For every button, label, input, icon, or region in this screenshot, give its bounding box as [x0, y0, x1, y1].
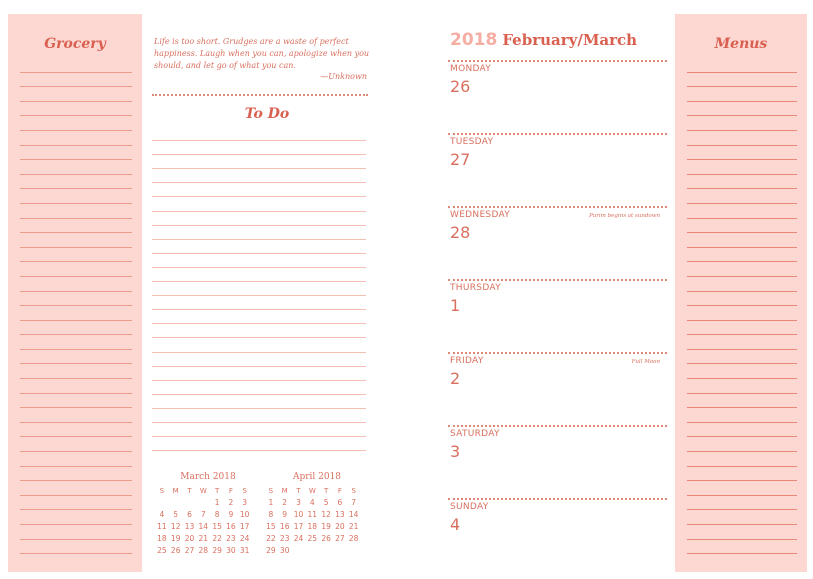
writing-line[interactable] [687, 233, 797, 248]
writing-line[interactable] [687, 73, 797, 88]
mini-calendar-date: 12 [321, 510, 331, 519]
mini-calendar-grid [155, 485, 255, 557]
writing-line[interactable] [20, 394, 132, 409]
mini-calendar-grid [264, 485, 364, 557]
writing-line[interactable] [20, 233, 132, 248]
writing-line[interactable] [687, 321, 797, 336]
writing-line[interactable] [20, 87, 132, 102]
writing-line[interactable] [20, 452, 132, 467]
mini-calendar-date: 1 [214, 498, 220, 507]
day-number: 1 [450, 296, 461, 315]
mini-calendar-date: 19 [170, 534, 181, 543]
menus-lines [687, 58, 797, 554]
mini-calendar-weekday: M [281, 487, 288, 495]
mini-calendar-date: 18 [157, 534, 167, 543]
day-number: 26 [450, 77, 471, 96]
writing-line[interactable] [20, 510, 132, 525]
mini-calendar-date: 11 [307, 510, 318, 519]
mini-calendar-title: March 2018 [180, 472, 236, 482]
writing-line[interactable] [152, 367, 366, 381]
writing-line[interactable] [152, 437, 366, 451]
mini-calendar-date: 9 [228, 510, 234, 519]
mini-calendar-week [264, 509, 364, 521]
writing-line[interactable] [20, 306, 132, 321]
mini-calendar-week [155, 533, 255, 545]
writing-line[interactable] [687, 510, 797, 525]
writing-line[interactable] [687, 87, 797, 102]
mini-calendar-weekday: F [228, 487, 233, 495]
mini-calendar-date [305, 545, 319, 557]
quote-divider [152, 94, 368, 96]
writing-line[interactable] [152, 296, 366, 310]
writing-line[interactable] [687, 540, 797, 555]
mini-calendar-date: 23 [226, 534, 236, 543]
mini-calendar-date: 8 [268, 510, 274, 519]
day-block[interactable] [448, 133, 667, 206]
mini-calendar-date [292, 545, 306, 557]
quote-text: Life is too short. Grudges are a waste of perfect happiness. Laugh when you can, apologize when you should, and let go of what you can. [154, 37, 370, 70]
mini-calendar-date: 22 [266, 534, 276, 543]
writing-line[interactable] [20, 467, 132, 482]
writing-line[interactable] [152, 381, 366, 395]
writing-line[interactable] [20, 540, 132, 555]
mini-calendar-weekday: W [199, 487, 207, 495]
mini-calendar-date: 5 [323, 498, 329, 507]
mini-calendar-date: 5 [173, 510, 179, 519]
writing-line[interactable] [152, 395, 366, 409]
day-name: TUESDAY [450, 137, 494, 147]
writing-line[interactable] [152, 226, 366, 240]
writing-line[interactable] [152, 127, 366, 141]
writing-line[interactable] [20, 277, 132, 292]
mini-calendar-week [264, 533, 364, 545]
writing-line[interactable] [152, 183, 366, 197]
mini-calendar-date: 16 [226, 522, 236, 531]
day-name: MONDAY [450, 64, 492, 74]
day-block[interactable] [448, 206, 667, 279]
mini-calendar-date: 26 [170, 546, 181, 555]
mini-calendar-date: 20 [184, 534, 195, 543]
mini-calendar-week [155, 545, 255, 557]
mini-calendar-week [264, 497, 364, 509]
mini-calendar-date: 14 [348, 510, 359, 519]
mini-calendar-weekday: S [159, 487, 165, 495]
mini-calendar-week [264, 521, 364, 533]
mini-calendar-date: 21 [198, 534, 209, 543]
writing-line[interactable] [20, 481, 132, 496]
writing-line[interactable] [687, 219, 797, 234]
mini-calendar-date: 4 [159, 510, 165, 519]
mini-calendar-date [333, 545, 347, 557]
writing-line[interactable] [20, 204, 132, 219]
writing-line[interactable] [152, 409, 366, 423]
mini-calendar-date: 9 [282, 510, 288, 519]
mini-calendar-date: 16 [279, 522, 290, 531]
mini-calendar-date [196, 497, 210, 509]
writing-line[interactable] [20, 335, 132, 350]
week-year: 2018 [450, 30, 498, 50]
writing-line[interactable] [20, 364, 132, 379]
mini-calendar-date: 10 [239, 510, 250, 519]
writing-line[interactable] [152, 240, 366, 254]
mini-calendar-date: 13 [184, 522, 195, 531]
writing-line[interactable] [20, 175, 132, 190]
mini-calendar-weekday: T [296, 487, 301, 495]
writing-line[interactable] [687, 292, 797, 307]
writing-line[interactable] [687, 525, 797, 540]
mini-calendar-date: 24 [239, 534, 250, 543]
writing-line[interactable] [20, 525, 132, 540]
mini-calendar-date: 6 [187, 510, 192, 519]
writing-line[interactable] [20, 408, 132, 423]
mini-calendar-date: 24 [293, 534, 304, 543]
writing-line[interactable] [20, 292, 132, 307]
writing-line[interactable] [20, 350, 132, 365]
day-block[interactable] [448, 498, 667, 571]
writing-line[interactable] [20, 437, 132, 452]
writing-line[interactable] [687, 204, 797, 219]
mini-calendar-date: 2 [282, 498, 288, 507]
writing-line[interactable] [152, 268, 366, 282]
mini-calendar-weekday: F [337, 487, 342, 495]
mini-calendar-weekday: S [242, 487, 247, 495]
mini-calendar-date: 31 [239, 546, 250, 555]
day-block[interactable] [448, 352, 667, 425]
mini-calendar-date: 27 [335, 534, 345, 543]
writing-line[interactable] [687, 423, 797, 438]
grocery-lines [20, 58, 132, 554]
writing-line[interactable] [687, 248, 797, 263]
writing-line[interactable] [152, 254, 366, 268]
writing-line[interactable] [687, 467, 797, 482]
day-number: 3 [450, 442, 461, 461]
mini-calendar-date: 11 [157, 522, 167, 531]
writing-line[interactable] [687, 379, 797, 394]
writing-line[interactable] [20, 73, 132, 88]
writing-line[interactable] [152, 353, 366, 367]
writing-line[interactable] [687, 160, 797, 175]
day-name: SATURDAY [450, 429, 500, 439]
left-page [142, 14, 382, 572]
mini-calendar-weekday: M [172, 487, 179, 495]
mini-calendar-date: 28 [348, 534, 359, 543]
menus-title: Menus [714, 36, 768, 52]
mini-calendar-date: 30 [226, 546, 236, 555]
writing-line[interactable] [152, 423, 366, 437]
mini-calendar-weekday: S [268, 487, 274, 495]
mini-calendar-week [155, 509, 255, 521]
mini-calendar-week [155, 521, 255, 533]
writing-line[interactable] [20, 496, 132, 511]
mini-calendar-date: 29 [212, 546, 222, 555]
writing-line[interactable] [20, 160, 132, 175]
mini-calendar-weekday-row [155, 485, 255, 497]
mini-calendar-date: 25 [307, 534, 318, 543]
day-block[interactable] [448, 425, 667, 498]
mini-calendar-date: 27 [184, 546, 195, 555]
writing-line[interactable] [687, 394, 797, 409]
mini-calendar-date: 25 [157, 546, 167, 555]
writing-line[interactable] [687, 306, 797, 321]
writing-line[interactable] [687, 58, 797, 73]
grocery-panel [8, 14, 142, 572]
mini-calendar-date: 15 [212, 522, 222, 531]
writing-line[interactable] [20, 131, 132, 146]
mini-calendar-weekday: T [214, 487, 220, 495]
mini-calendar-april [264, 472, 364, 557]
mini-calendar-date: 21 [348, 522, 359, 531]
mini-calendar-date: 18 [307, 522, 318, 531]
quote-author: —Unknown [320, 72, 367, 81]
mini-calendar-date: 7 [351, 498, 357, 507]
mini-calendar-date: 8 [214, 510, 220, 519]
writing-line[interactable] [687, 481, 797, 496]
writing-line[interactable] [687, 262, 797, 277]
mini-calendar-date: 30 [279, 546, 290, 555]
mini-calendar-date: 7 [200, 510, 206, 519]
mini-calendar-date: 3 [296, 498, 301, 507]
mini-calendar-date: 15 [266, 522, 276, 531]
writing-line[interactable] [687, 116, 797, 131]
week-months: February/March [502, 31, 638, 49]
mini-calendar-date [319, 545, 333, 557]
writing-line[interactable] [20, 58, 132, 73]
todo-title: To Do [244, 106, 290, 122]
writing-line[interactable] [20, 248, 132, 263]
mini-calendar-date: 14 [198, 522, 209, 531]
week-header [450, 30, 637, 50]
mini-calendar-date: 13 [335, 510, 345, 519]
writing-line[interactable] [20, 423, 132, 438]
mini-calendar-weekday: T [323, 487, 329, 495]
writing-line[interactable] [152, 338, 366, 352]
writing-line[interactable] [152, 141, 366, 155]
writing-line[interactable] [20, 379, 132, 394]
writing-line[interactable] [20, 262, 132, 277]
writing-line[interactable] [687, 189, 797, 204]
mini-calendar-date: 17 [293, 522, 304, 531]
writing-line[interactable] [687, 146, 797, 161]
mini-calendar-date: 17 [239, 522, 250, 531]
mini-calendar-date: 1 [268, 498, 274, 507]
writing-line[interactable] [152, 310, 366, 324]
mini-calendar-weekday: W [308, 487, 316, 495]
mini-calendar-weekday: T [187, 487, 192, 495]
mini-calendar-weekday-row [264, 485, 364, 497]
mini-calendar-date: 3 [242, 498, 248, 507]
writing-line[interactable] [20, 116, 132, 131]
mini-calendar-date: 4 [309, 498, 315, 507]
day-number: 4 [450, 515, 461, 534]
writing-line[interactable] [687, 277, 797, 292]
mini-calendar-week [155, 497, 255, 509]
mini-calendar-date: 23 [279, 534, 290, 543]
writing-line[interactable] [20, 321, 132, 336]
mini-calendar-march [155, 472, 255, 557]
mini-calendar-date: 19 [321, 522, 331, 531]
writing-line[interactable] [20, 219, 132, 234]
writing-line[interactable] [20, 189, 132, 204]
day-block[interactable] [448, 279, 667, 352]
writing-line[interactable] [152, 197, 366, 211]
day-block[interactable] [448, 60, 667, 133]
writing-line[interactable] [687, 175, 797, 190]
mini-calendar-date [347, 545, 361, 557]
writing-line[interactable] [687, 408, 797, 423]
day-name: SUNDAY [450, 502, 489, 512]
writing-line[interactable] [152, 169, 366, 183]
day-name: FRIDAY [450, 356, 484, 366]
writing-line[interactable] [687, 102, 797, 117]
mini-calendar-date: 26 [321, 534, 331, 543]
mini-calendar-date: 22 [212, 534, 222, 543]
writing-line[interactable] [687, 452, 797, 467]
writing-line[interactable] [687, 496, 797, 511]
writing-line[interactable] [152, 324, 366, 338]
day-note: Full Moon [631, 359, 660, 365]
mini-calendar-date [183, 497, 197, 509]
menus-panel [675, 14, 807, 572]
mini-calendar-title: April 2018 [292, 472, 342, 482]
mini-calendar-date: 10 [293, 510, 304, 519]
writing-line[interactable] [152, 282, 366, 296]
mini-calendar-date: 20 [335, 522, 345, 531]
day-name: WEDNESDAY [450, 210, 511, 220]
day-name: THURSDAY [450, 283, 501, 293]
day-number: 2 [450, 369, 461, 388]
mini-calendar-weekday: S [351, 487, 356, 495]
writing-line[interactable] [687, 364, 797, 379]
mini-calendar-date: 28 [198, 546, 209, 555]
mini-calendar-date [169, 497, 183, 509]
writing-line[interactable] [152, 212, 366, 226]
day-number: 28 [450, 223, 471, 242]
mini-calendar-date: 12 [170, 522, 181, 531]
writing-line[interactable] [687, 437, 797, 452]
mini-calendar-date [155, 497, 169, 509]
mini-calendar-date: 6 [337, 498, 343, 507]
writing-line[interactable] [687, 335, 797, 350]
mini-calendar-week [264, 545, 364, 557]
grocery-title: Grocery [44, 36, 106, 52]
writing-line[interactable] [152, 155, 366, 169]
writing-line[interactable] [20, 146, 132, 161]
day-note: Purim begins at sundown [589, 213, 660, 219]
writing-line[interactable] [687, 350, 797, 365]
writing-line[interactable] [20, 102, 132, 117]
todo-lines [152, 127, 366, 451]
mini-calendar-date: 29 [266, 546, 276, 555]
writing-line[interactable] [687, 131, 797, 146]
day-number: 27 [450, 150, 471, 169]
mini-calendar-date: 2 [228, 498, 234, 507]
